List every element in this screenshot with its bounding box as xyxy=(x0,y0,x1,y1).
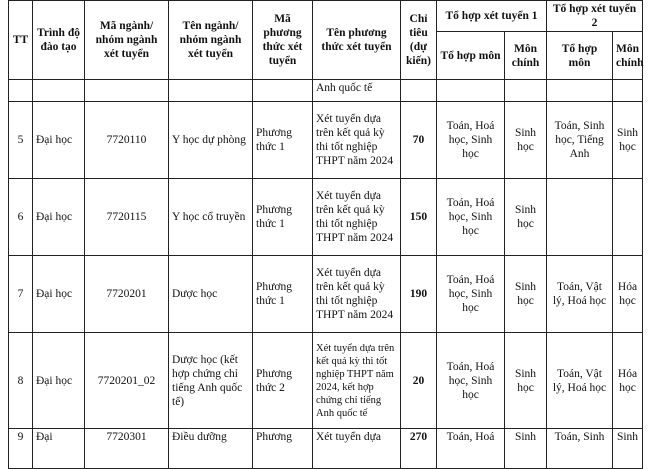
header-to-hop-2-mon: Tổ hợp môn xyxy=(547,32,613,80)
cell-to-hop-1-mon: Toán, Hoá xyxy=(437,429,505,469)
cell-ten-nganh: Y học dự phòng xyxy=(169,102,253,179)
header-ten-phuong-thuc: Tên phương thức xét tuyển xyxy=(313,1,401,80)
cell-to-hop-2-chinh xyxy=(613,179,643,256)
carryover-empty xyxy=(169,80,253,102)
header-row-1 xyxy=(9,1,643,32)
carryover-empty xyxy=(505,80,547,102)
cell-tt: 8 xyxy=(9,333,33,429)
carryover-empty xyxy=(401,80,437,102)
cell-to-hop-2-chinh: Hóa học xyxy=(613,256,643,333)
cell-to-hop-1-chinh: Sinh học xyxy=(505,333,547,429)
cell-to-hop-2-chinh: Sinh học xyxy=(613,102,643,179)
header-to-hop-1-chinh: Môn chính xyxy=(505,32,547,80)
carryover-empty xyxy=(33,80,85,102)
carryover-empty xyxy=(613,80,643,102)
cell-chi-tieu: 20 xyxy=(401,333,437,429)
header-trinh-do: Trình độ đào tạo xyxy=(33,1,85,80)
cell-to-hop-2-chinh: Hóa học xyxy=(613,333,643,429)
cell-ten-phuong-thuc: Xét tuyển dựa trên kết quả kỳ thi tốt nghiệp THPT năm 2024, kết hợp chứng chỉ tiếng Anh quốc tế xyxy=(313,333,401,429)
header-to-hop-1-mon: Tổ hợp môn xyxy=(437,32,505,80)
cell-trinh-do: Đại học xyxy=(33,179,85,256)
cell-trinh-do: Đại xyxy=(33,429,85,469)
cell-to-hop-1-mon: Toán, Hoá học, Sinh học xyxy=(437,102,505,179)
cell-ma-nganh: 7720110 xyxy=(85,102,169,179)
cell-chi-tieu: 190 xyxy=(401,256,437,333)
carryover-empty xyxy=(9,80,33,102)
cell-tt: 9 xyxy=(9,429,33,469)
cell-ten-phuong-thuc: Xét tuyển dựa trên kết quả kỳ thi tốt nghiệp THPT năm 2024 xyxy=(313,179,401,256)
table-row xyxy=(9,102,643,179)
carryover-empty xyxy=(437,80,505,102)
cell-to-hop-1-mon: Toán, Hoá học, Sinh học xyxy=(437,179,505,256)
cell-ten-nganh: Dược học (kết hợp chứng chỉ tiếng Anh quốc tế) xyxy=(169,333,253,429)
header-tt: TT xyxy=(9,1,33,80)
cell-to-hop-2-mon: Toán, Vật lý, Hoá học xyxy=(547,333,613,429)
admission-table-sheet xyxy=(8,0,644,443)
cell-ma-nganh: 7720201 xyxy=(85,256,169,333)
cell-ma-phuong-thuc: Phương thức 1 xyxy=(253,256,313,333)
cell-trinh-do: Đại học xyxy=(33,102,85,179)
carryover-empty xyxy=(85,80,169,102)
header-to-hop-1: Tổ hợp xét tuyển 1 xyxy=(437,1,547,32)
header-to-hop-2: Tổ hợp xét tuyển 2 xyxy=(547,1,643,32)
cell-trinh-do: Đại học xyxy=(33,333,85,429)
table-row xyxy=(9,333,643,429)
cell-ma-phuong-thuc: Phương xyxy=(253,429,313,469)
carryover-empty xyxy=(253,80,313,102)
cell-tt: 5 xyxy=(9,102,33,179)
cell-chi-tieu: 70 xyxy=(401,102,437,179)
cell-to-hop-2-mon: Toán, Sinh học, Tiếng Anh xyxy=(547,102,613,179)
table-row xyxy=(9,256,643,333)
cell-to-hop-1-mon: Toán, Hoá học, Sinh học xyxy=(437,256,505,333)
header-ma-phuong-thuc: Mã phương thức xét tuyển xyxy=(253,1,313,80)
cell-ma-phuong-thuc: Phương thức 1 xyxy=(253,102,313,179)
cell-ma-phuong-thuc: Phương thức 1 xyxy=(253,179,313,256)
header-chi-tieu: Chỉ tiêu (dự kiến) xyxy=(401,1,437,80)
carryover-text: Anh quốc tế xyxy=(313,80,401,102)
cell-to-hop-1-chinh: Sinh xyxy=(505,429,547,469)
cell-chi-tieu: 150 xyxy=(401,179,437,256)
header-ma-nganh: Mã ngành/ nhóm ngành xét tuyển xyxy=(85,1,169,80)
cell-ten-phuong-thuc: Xét tuyển dựa xyxy=(313,429,401,469)
carryover-empty xyxy=(547,80,613,102)
cell-ten-phuong-thuc: Xét tuyển dựa trên kết quả kỳ thi tốt nghiệp THPT năm 2024 xyxy=(313,102,401,179)
cell-to-hop-2-chinh: Sinh xyxy=(613,429,643,469)
cell-ma-nganh: 7720115 xyxy=(85,179,169,256)
header-ten-nganh: Tên ngành/ nhóm ngành xét tuyển xyxy=(169,1,253,80)
table-row xyxy=(9,429,643,469)
cell-to-hop-1-mon: Toán, Hoá học, Sinh học xyxy=(437,333,505,429)
cell-tt: 7 xyxy=(9,256,33,333)
cell-ma-nganh: 7720301 xyxy=(85,429,169,469)
cell-ten-phuong-thuc: Xét tuyển dựa trên kết quả kỳ thi tốt nghiệp THPT năm 2024 xyxy=(313,256,401,333)
cell-ten-nganh: Điều dưỡng xyxy=(169,429,253,469)
cell-to-hop-1-chinh: Sinh học xyxy=(505,102,547,179)
cell-ten-nganh: Y học cổ truyền xyxy=(169,179,253,256)
cell-tt: 6 xyxy=(9,179,33,256)
cell-to-hop-2-mon: Toán, Sinh xyxy=(547,429,613,469)
cell-to-hop-1-chinh: Sinh học xyxy=(505,256,547,333)
admission-table xyxy=(8,0,643,469)
cell-to-hop-2-mon: Toán, Vật lý, Hoá học xyxy=(547,256,613,333)
cell-trinh-do: Đại học xyxy=(33,256,85,333)
header-to-hop-2-chinh: Môn chính xyxy=(613,32,643,80)
cell-ma-nganh: 7720201_02 xyxy=(85,333,169,429)
cell-to-hop-2-mon xyxy=(547,179,613,256)
carryover-row xyxy=(9,80,643,102)
cell-to-hop-1-chinh: Sinh học xyxy=(505,179,547,256)
table-row xyxy=(9,179,643,256)
cell-ten-nganh: Dược học xyxy=(169,256,253,333)
cell-chi-tieu: 270 xyxy=(401,429,437,469)
cell-ma-phuong-thuc: Phương thức 2 xyxy=(253,333,313,429)
